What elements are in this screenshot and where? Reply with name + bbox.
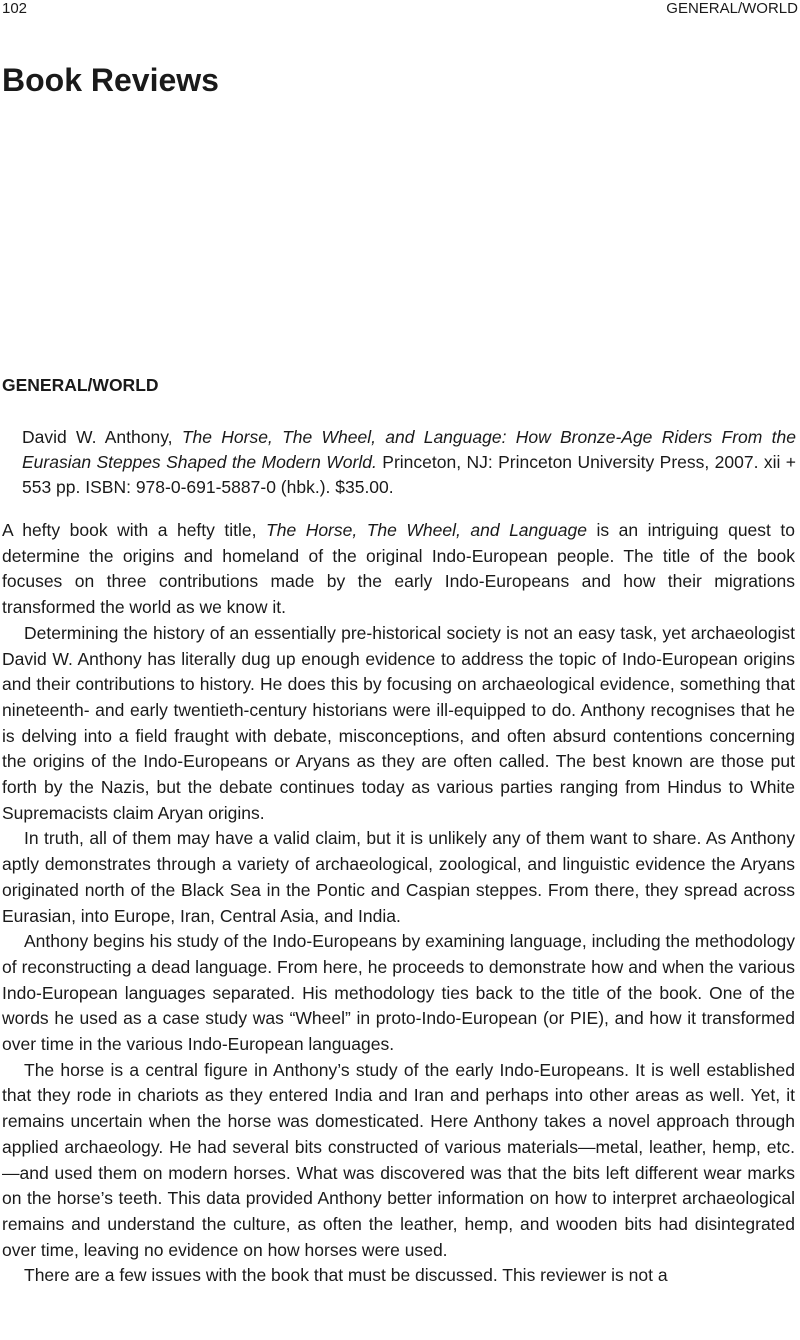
review-paragraph-3: In truth, all of them may have a valid claim, but it is unlikely any of them want to share. As Anthony aptly demonstrates through a variety of archaeological, zoological, and linguistic evidence the Aryans originated north of the Black Sea in the Pontic and Caspian steppes. From there, they spread across Eurasian, into Europe, Iran, Central Asia, and India.	[2, 828, 795, 926]
review-paragraph-5: The horse is a central figure in Anthony’s study of the early Indo-Europeans. It is well established that they rode in chariots as they entered India and Iran and perhaps into other areas as well. Yet, it remains uncertain when the horse was domesticated. Here Anthony takes a novel approach through applied archaeology. He had several bits constructed of various materials—metal, leather, hemp, etc.—and used them on modern horses. What was discovered was that the bits left different wear marks on the horse’s teeth. This data provided Anthony better information on how to interpret archaeological remains and understand the culture, as often the leather, hemp, and wooden bits had disintegrated over time, leaving no evidence on how horses were used.	[2, 1059, 795, 1260]
running-head	[0, 0, 800, 22]
citation-title: The Horse, The Wheel, and Language: How Bronze-Age Riders From the Eurasian Steppes Shaped the Modern World.	[22, 427, 796, 472]
p1-text-before: A hefty book with a hefty title,	[2, 520, 257, 540]
running-head-section: GENERAL/WORLD	[666, 0, 798, 17]
book-citation	[22, 425, 796, 500]
review-paragraph-1	[2, 518, 795, 621]
review-paragraph-2: Determining the history of an essentially pre-historical society is not an easy task, yet archaeologist David W. Anthony has literally dug up enough evidence to address the topic of Indo-European origins and their contributions to history. He does this by focusing on archaeological evidence, something that nineteenth- and early twentieth-century historians were ill-equipped to do. Anthony recognises that he is delving into a field fraught with debate, misconceptions, and often absurd contentions concerning the origins of the Indo-Europeans or Aryans as they are often called. The best known are those put forth by the Nazis, but the debate continues today as various parties ranging from Hindus to White Supremacists claim Aryan origins.	[2, 622, 795, 823]
p1-book-title: The Horse, The Wheel, and Language	[266, 520, 587, 540]
section-heading: GENERAL/WORLD	[2, 375, 159, 395]
p1-text-after: is an intriguing quest to determine the origins and homeland of the original Indo-European people. The title of the book focuses on three contributions made by the early Indo-Europeans and how their migrations transformed the world as we know it.	[2, 520, 795, 618]
citation-publication: Princeton, NJ: Princeton University Press, 2007. xii + 553 pp. ISBN: 978-0-691-5887-0 (hbk.). $35.00.	[22, 452, 796, 497]
citation-author: David W. Anthony,	[22, 427, 173, 447]
review-paragraph-6: There are a few issues with the book that must be discussed. This reviewer is not a	[24, 1265, 668, 1286]
review-body	[2, 518, 795, 1289]
review-paragraph-4: Anthony begins his study of the Indo-Europeans by examining language, including the methodology of reconstructing a dead language. From here, he proceeds to demonstrate how and when the various Indo-European languages separated. His methodology ties back to the title of the book. One of the words he used as a case study was “Wheel” in proto-Indo-European (or PIE), and how it transformed over time in the various Indo-European languages.	[2, 931, 795, 1055]
page-number: 102	[2, 0, 28, 17]
page-title: Book Reviews	[2, 62, 219, 98]
